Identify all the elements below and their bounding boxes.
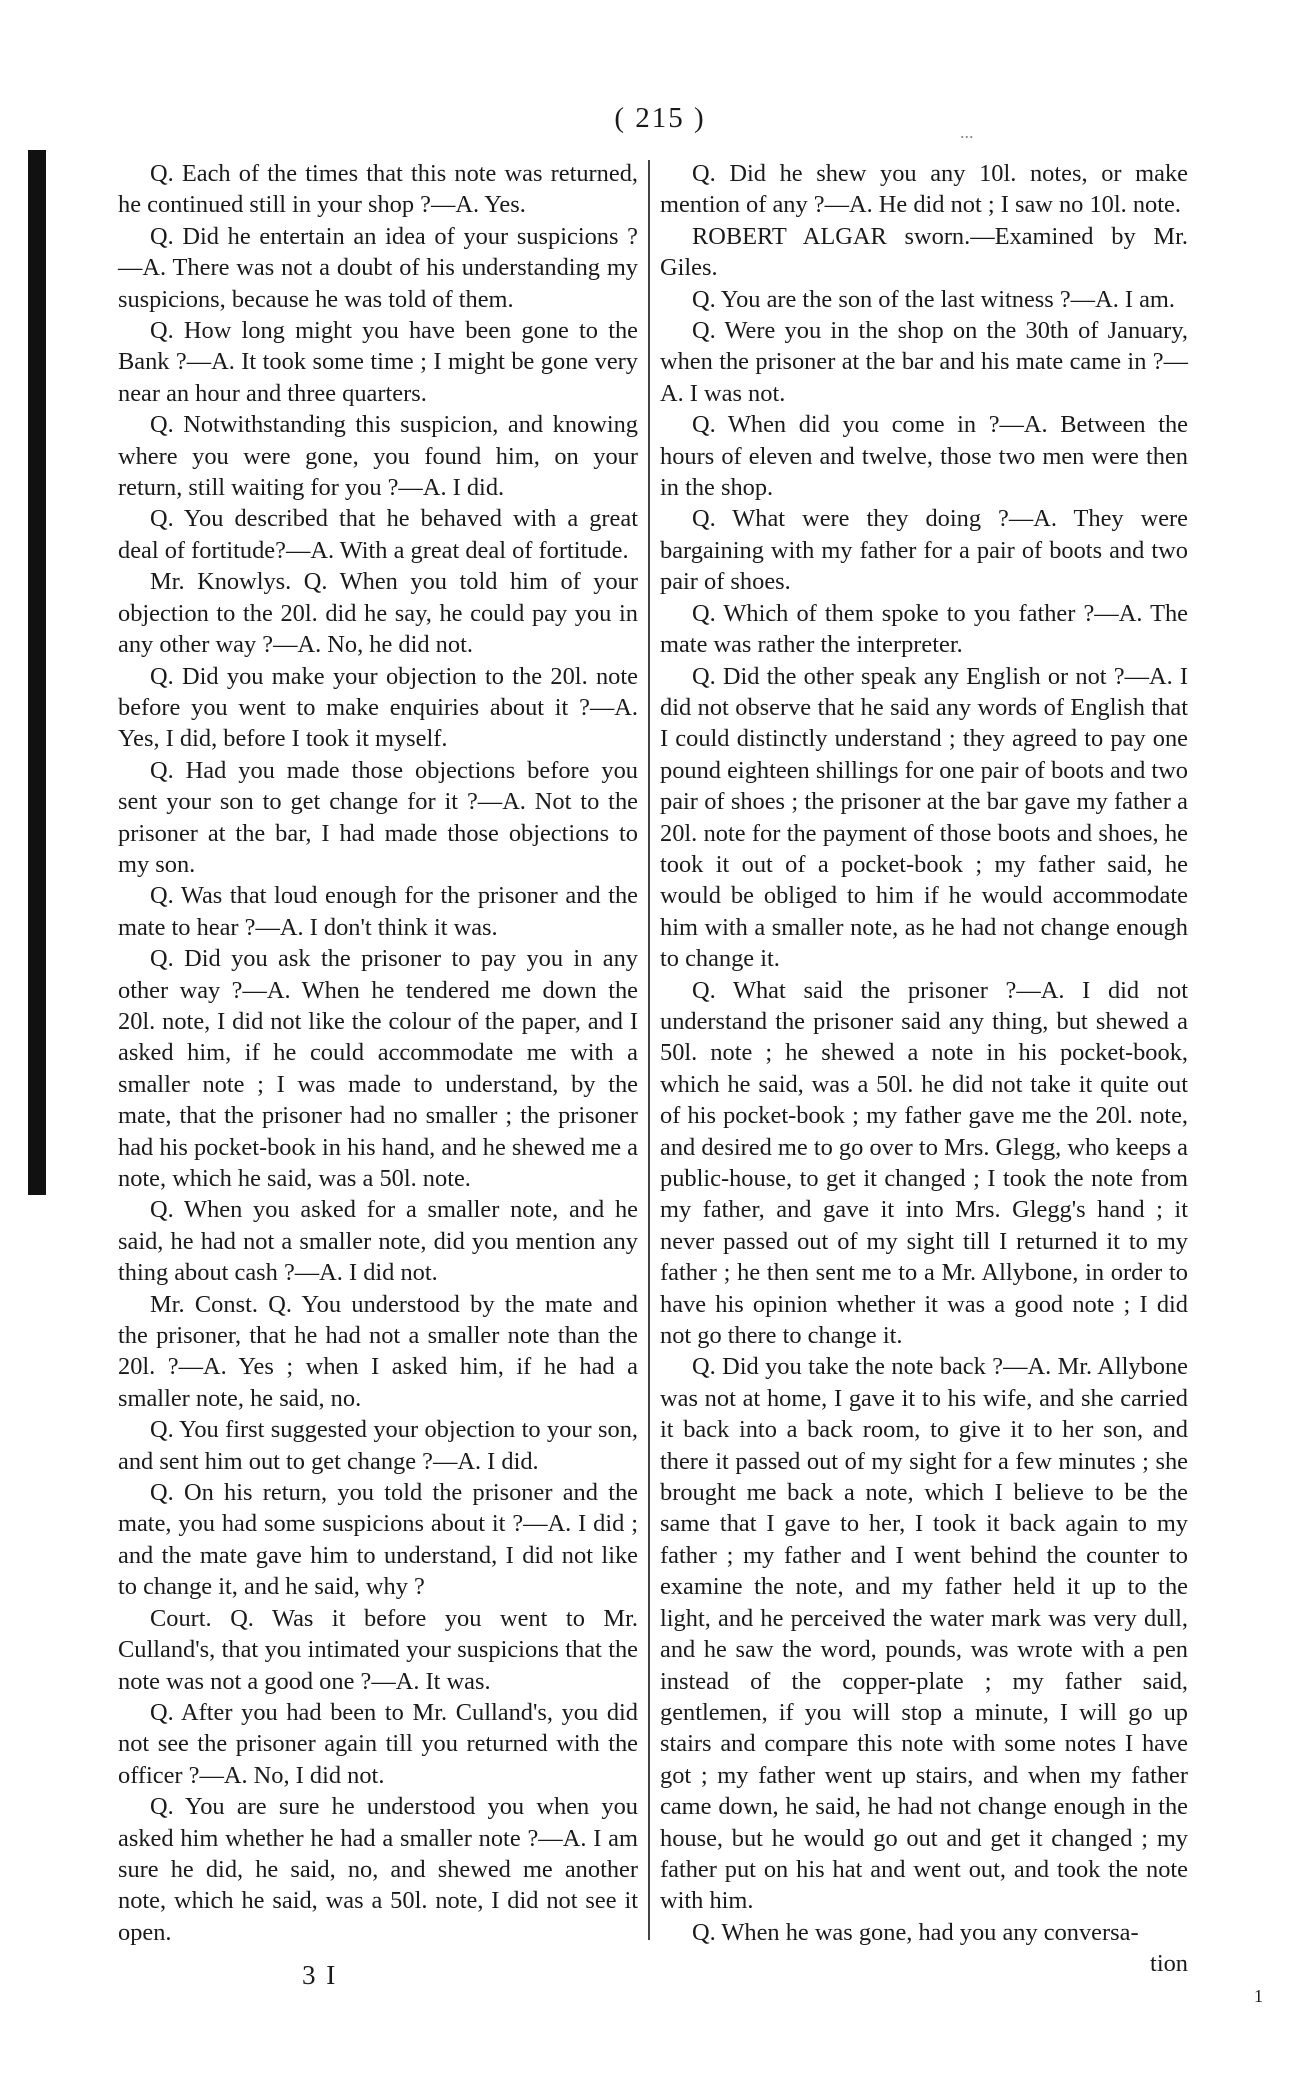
paragraph: Q. Had you made those objections before you sent your son to get change for it ?—A. Not to the prisoner at the bar, I had made those objections to my son. bbox=[118, 756, 638, 878]
paragraph: Q. Did he entertain an idea of your suspicions ? —A. There was not a doubt of his understanding my suspicions, because he was told of them. bbox=[118, 222, 638, 313]
paragraph: Q. Did you make your objection to the 20l. note before you went to make enquiries about it ?—A. Yes, I did, before I took it myself. bbox=[118, 662, 638, 753]
scan-smudge: ... bbox=[960, 122, 974, 142]
paragraph: Mr. Const. Q. You understood by the mate and the prisoner, that he had not a smaller note than the 20l. ?—A. Yes ; when I asked him, if he had a smaller note, he said, no. bbox=[118, 1290, 638, 1412]
paragraph: Q. You described that he behaved with a great deal of fortitude?—A. With a great deal of fortitude. bbox=[118, 505, 638, 564]
edge-mark: 1 bbox=[1254, 1986, 1263, 2006]
paragraph: Q. Did he shew you any 10l. notes, or make mention of any ?—A. He did not ; I saw no 10l. note. bbox=[660, 160, 1188, 219]
paragraph: Q. When you asked for a smaller note, and he said, he had not a smaller note, did you mention any thing about cash ?—A. I did not. bbox=[118, 1196, 638, 1287]
paragraph: Q. After you had been to Mr. Culland's, you did not see the prisoner again till you returned with the officer ?—A. No, I did not. bbox=[118, 1698, 638, 1789]
paragraph: Q. Did you take the note back ?—A. Mr. Allybone was not at home, I gave it to his wife, and she carried it back into a back room, to give it to her son, and there it passed out of my sight for a few minutes ; she brought me back a note, which I believe to be the same that I gave to her, I took it back again to my father ; my father and I went behind the counter to examine the note, and my father held it up to the light, and he perceived the water mark was very dull, and he saw the word, pounds, was wrote with a pen instead of the copper-plate ; my father said, gentlemen, if you will stop a minute, I will go up stairs and compare this note with some notes I have got ; my father went up stairs, and when my father came down, he said, he had not change enough in the house, but he would go out and get it changed ; my father put on his hat and went out, and took the note with him. bbox=[660, 1353, 1188, 1915]
paragraph: Q. Did you ask the prisoner to pay you in any other way ?—A. When he tendered me down the 20l. note, I did not like the colour of the paper, and I asked him, if he could accommodate me with a smaller note ; I was made to understand, by the mate, that the prisoner had no smaller ; the prisoner had his pocket-book in his hand, and he shewed me a note, which he said, was a 50l. note. bbox=[118, 945, 638, 1192]
paragraph: Q. Each of the times that this note was returned, he continued still in your shop ?—A. Yes. bbox=[118, 160, 638, 219]
right-column bbox=[660, 158, 1188, 1980]
paragraph: Mr. Knowlys. Q. When you told him of your objection to the 20l. did he say, he could pay you in any other way ?—A. No, he did not. bbox=[118, 568, 638, 659]
paragraph: Q. You are sure he understood you when you asked him whether he had a smaller note ?—A. I am sure he did, he said, no, and shewed me another note, which he said, was a 50l. note, I did not see it open. bbox=[118, 1793, 638, 1946]
paragraph: Court. Q. Was it before you went to Mr. Culland's, that you intimated your suspicions that the note was not a good one ?—A. It was. bbox=[118, 1604, 638, 1695]
paragraph: Q. What were they doing ?—A. They were bargaining with my father for a pair of boots and two pair of shoes. bbox=[660, 505, 1188, 596]
left-column bbox=[118, 158, 638, 1948]
paragraph: Q. On his return, you told the prisoner and the mate, you had some suspicions about it ?—A. I did ; and the mate gave him to understand, I did not like to change it, and he said, why ? bbox=[118, 1479, 638, 1601]
paragraph: Q. You are the son of the last witness ?—A. I am. bbox=[692, 285, 1175, 313]
column-divider bbox=[648, 160, 650, 1940]
paragraph: Q. Did the other speak any English or not ?—A. I did not observe that he said any words of English that I could distinctly understand ; they agreed to pay one pound eighteen shillings for one pair of boots and two pair of shoes ; the prisoner at the bar gave my father a 20l. note for the payment of those boots and shoes, he took it out of a pocket-book ; my father said, he would be obliged to him if he would accommodate him with a smaller note, as he had not change enough to change it. bbox=[660, 662, 1188, 973]
paragraph: Q. Which of them spoke to you father ?—A. The mate was rather the interpreter. bbox=[660, 599, 1188, 659]
paragraph: Q. What said the prisoner ?—A. I did not understand the prisoner said any thing, but shewed a 50l. note ; he shewed a note in his pocket-book, which he said, was a 50l. he did not take it quite out of his pocket-book ; my father gave me the 20l. note, and desired me to go over to Mrs. Glegg, who keeps a public-house, to get it changed ; I took the note from my father, and gave it into Mrs. Glegg's hand ; it never passed out of my sight till I returned it to my father ; he then sent me to a Mr. Allybone, in order to have his opinion whether it was a good note ; I did not go there to change it. bbox=[660, 976, 1188, 1350]
paragraph: Q. You first suggested your objection to your son, and sent him out to get change ?—A. I did. bbox=[118, 1416, 638, 1475]
paragraph: Q. Notwithstanding this suspicion, and knowing where you were gone, you found him, on your return, still waiting for you ?—A. I did. bbox=[118, 411, 638, 502]
paragraph: Q. Was that loud enough for the prisoner and the mate to hear ?—A. I don't think it was. bbox=[118, 882, 638, 941]
paragraph: Q. How long might you have been gone to the Bank ?—A. It took some time ; I might be gone very near an hour and three quarters. bbox=[118, 317, 638, 407]
witness-heading: ROBERT ALGAR sworn.—Examined by Mr. Giles. bbox=[660, 222, 1188, 282]
catchword: tion bbox=[1150, 1950, 1188, 1978]
page-number: ( 215 ) bbox=[614, 102, 706, 134]
paragraph: Q. When he was gone, had you any conversa- bbox=[692, 1918, 1139, 1946]
paragraph: Q. When did you come in ?—A. Between the hours of eleven and twelve, those two men were then in the shop. bbox=[660, 411, 1188, 502]
signature-mark: 3 I bbox=[302, 1960, 338, 1990]
paragraph: Q. Were you in the shop on the 30th of January, when the prisoner at the bar and his mate came in ?—A. I was not. bbox=[660, 317, 1188, 407]
scan-edge-bar bbox=[28, 150, 46, 1195]
